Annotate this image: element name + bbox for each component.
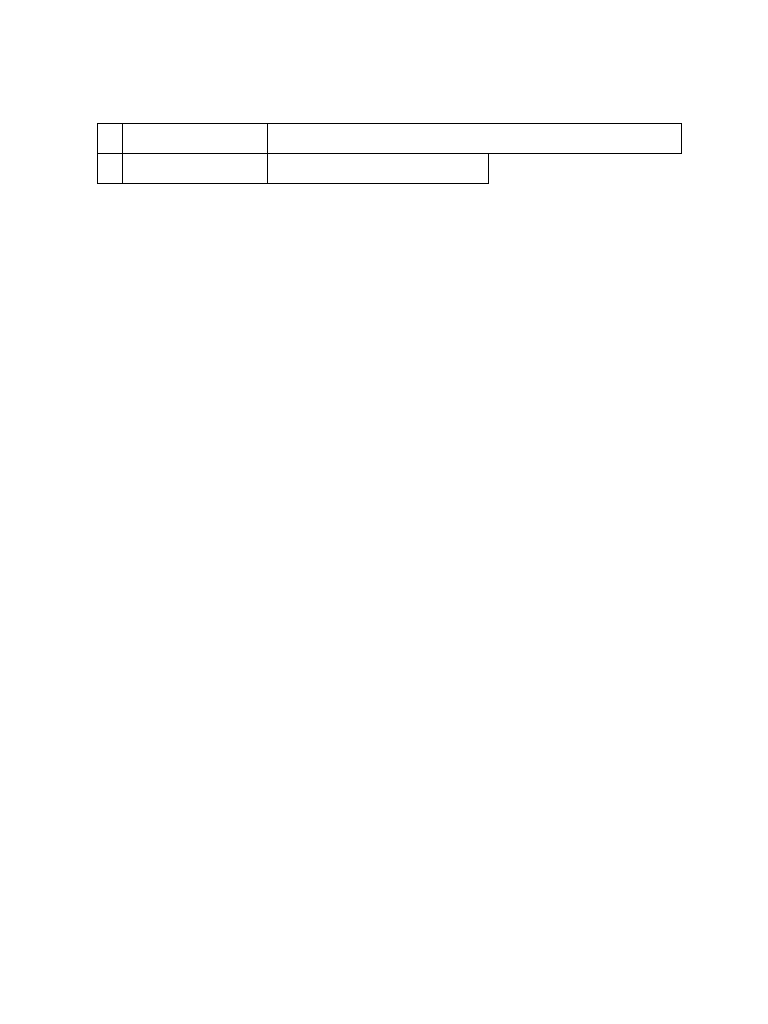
row-nama-guru [98, 124, 682, 154]
field-label-judul [123, 154, 268, 184]
form-table [97, 123, 682, 184]
row-number [98, 124, 123, 154]
field-value-nama-guru [268, 124, 682, 154]
field-label-nama-guru [123, 124, 268, 154]
row-judul [98, 154, 682, 184]
row-number [98, 154, 123, 184]
field-value-judul [268, 154, 489, 184]
